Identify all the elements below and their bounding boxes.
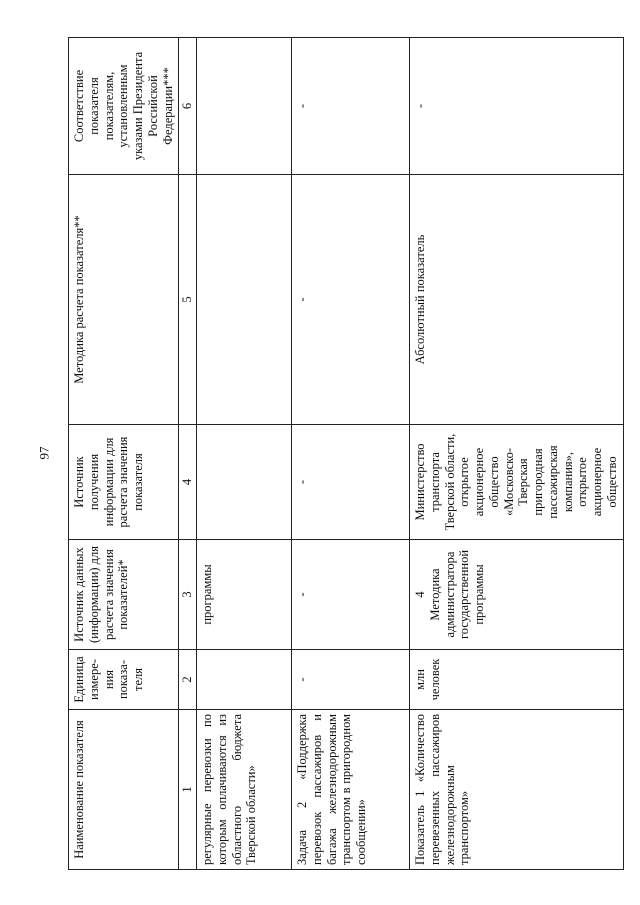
column-number: 5 (179, 175, 197, 425)
methodology-cell: - (292, 175, 410, 425)
info-source-cell (197, 425, 292, 540)
column-number: 6 (179, 38, 197, 175)
indicator-name-cell: Показатель 1 «Количество перевезенных пассажиров железнодорожным транспортом» (410, 710, 624, 870)
column-number: 1 (179, 710, 197, 870)
table-row (292, 38, 410, 870)
data-source-text: Методика администратора государственной программы (427, 549, 486, 640)
table-row (197, 38, 292, 870)
header-compliance: Соответствие показателя показателям, установленным указами Президента Российской Федерации*** (69, 38, 179, 175)
header-methodology: Методика расчета показателя** (69, 175, 179, 425)
unit-cell: млн человек (410, 650, 624, 710)
data-source-cell: программы (197, 540, 292, 650)
indicators-table (68, 37, 624, 870)
methodology-cell (197, 175, 292, 425)
info-source-cell: Министерство транспорта Тверской области, открытое акционерное общество «Московско-Тверская пригородная пассажирская компания», открытое акционерное общество (410, 425, 624, 540)
header-data-source: Источник данных (информации) для расчета значения показателей* (69, 540, 179, 650)
indicator-name-cell: регулярные перевозки по которым оплачиваются из областного бюджета Тверской области» (197, 710, 292, 870)
header-indicator-name: Наименование показателя (69, 710, 179, 870)
indicator-name-cell: Задача 2 «Поддержка перевозок пассажиров и багажа железнодорожным транспортом в пригородном сообщении» (292, 710, 410, 870)
table-container (68, 38, 619, 870)
header-info-source: Источник получения информации для расчета значения показателя (69, 425, 179, 540)
column-number-row (179, 38, 197, 870)
column-number: 3 (179, 540, 197, 650)
unit-cell (197, 650, 292, 710)
info-source-cell: - (292, 425, 410, 540)
table-row (410, 38, 624, 870)
data-source-cell (410, 540, 624, 650)
header-row (69, 38, 179, 870)
compliance-cell: - (410, 38, 624, 175)
column-number: 4 (179, 425, 197, 540)
compliance-cell: - (292, 38, 410, 175)
header-unit: Единица измере-ния показа-теля (69, 650, 179, 710)
data-source-number: 4 (413, 591, 427, 598)
page-number: 97 (36, 446, 52, 460)
data-source-cell: - (292, 540, 410, 650)
compliance-cell (197, 38, 292, 175)
unit-cell: - (292, 650, 410, 710)
column-number: 2 (179, 650, 197, 710)
methodology-cell: Абсолютный показатель (410, 175, 624, 425)
